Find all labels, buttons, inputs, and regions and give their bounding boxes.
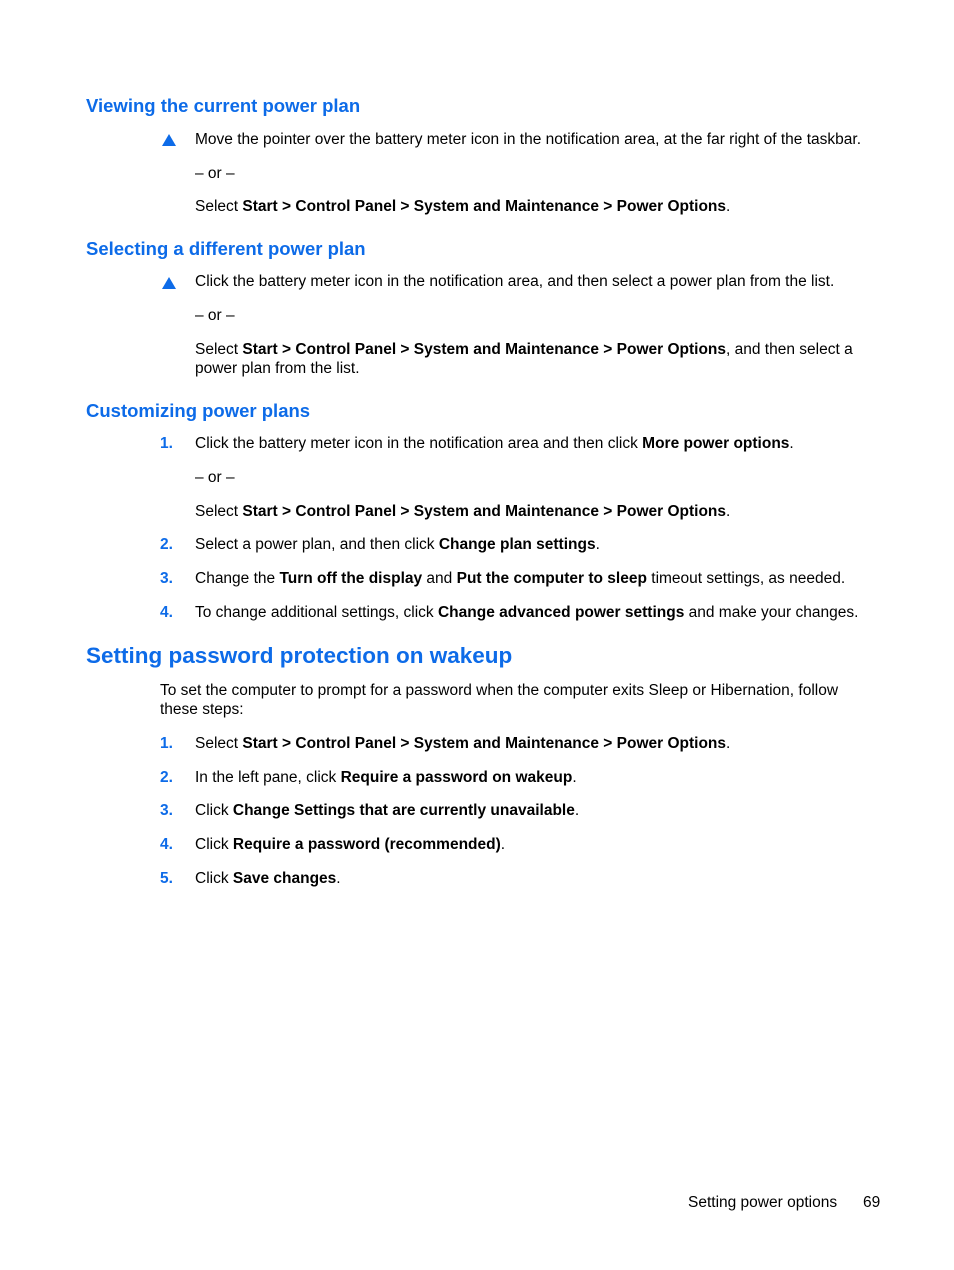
step-text: To change additional settings, click xyxy=(195,604,438,621)
step-text: . xyxy=(726,735,731,752)
select-prefix: Select xyxy=(195,503,243,520)
step-text: timeout settings, as needed. xyxy=(646,570,846,587)
step-text: . xyxy=(595,536,600,553)
step-text: Change the xyxy=(195,570,280,587)
step-text: Click xyxy=(195,870,233,887)
menu-path: Start > Control Panel > System and Maintenance > Power Options xyxy=(242,341,727,358)
step-bold: Save changes xyxy=(232,870,337,887)
step-number: 2. xyxy=(160,536,173,553)
menu-path: Start > Control Panel > System and Maintenance > Power Options xyxy=(242,503,727,520)
customizing-step-2 xyxy=(195,535,600,554)
step-number: 4. xyxy=(160,836,173,853)
step-text: Select xyxy=(195,735,243,752)
step-number: 3. xyxy=(160,802,173,819)
step-text: In the left pane, click xyxy=(195,769,341,786)
password-step-3 xyxy=(195,801,579,820)
step-text: . xyxy=(572,769,577,786)
viewing-bullet-text: Move the pointer over the battery meter icon in the notification area, at the far right of the taskbar. xyxy=(195,131,862,148)
password-intro-line1: To set the computer to prompt for a password when the computer exits Sleep or Hibernation, follow xyxy=(160,682,839,699)
selecting-select-path xyxy=(195,340,853,359)
step-text: and xyxy=(422,570,457,587)
triangle-bullet-icon xyxy=(162,277,176,289)
heading-selecting-power-plan: Selecting a different power plan xyxy=(86,238,366,259)
step-text: Select a power plan, and then click xyxy=(195,536,439,553)
step-text: Click xyxy=(195,802,233,819)
step-bold: Require a password on wakeup xyxy=(340,769,573,786)
password-step-5 xyxy=(195,869,341,888)
or-separator: – or – xyxy=(195,307,235,324)
step-number: 4. xyxy=(160,604,173,621)
step-text: . xyxy=(336,870,341,887)
step-text: . xyxy=(574,802,580,819)
step-bold: More power options xyxy=(642,435,790,452)
step-bold: Put the computer to sleep xyxy=(456,570,647,587)
customizing-select-path xyxy=(195,502,730,521)
page-number: 69 xyxy=(863,1194,881,1211)
select-prefix: Select xyxy=(195,341,243,358)
step-bold: Change Settings that are currently unavailable xyxy=(232,802,575,819)
selecting-select-line2: power plan from the list. xyxy=(195,360,360,377)
heading-customizing-power-plans: Customizing power plans xyxy=(86,400,311,421)
step-number: 1. xyxy=(160,435,173,452)
step-text: Click xyxy=(195,836,233,853)
footer-section-title: Setting power options xyxy=(688,1194,838,1211)
step-bold: Change advanced power settings xyxy=(437,604,685,621)
select-suffix: , and then select a xyxy=(726,341,853,358)
password-step-4 xyxy=(195,835,505,854)
heading-password-protection: Setting password protection on wakeup xyxy=(86,643,513,668)
or-separator: – or – xyxy=(195,165,235,182)
step-text: and make your changes. xyxy=(684,604,859,621)
customizing-step-3 xyxy=(195,569,845,588)
step-text: Click the battery meter icon in the notification area and then click xyxy=(195,435,643,452)
menu-path: Start > Control Panel > System and Maintenance > Power Options xyxy=(242,198,727,215)
select-suffix: . xyxy=(726,198,731,215)
step-bold: Require a password (recommended) xyxy=(232,836,501,853)
step-text: . xyxy=(500,836,506,853)
password-intro-line2: these steps: xyxy=(160,701,244,718)
select-prefix: Select xyxy=(195,198,243,215)
step-number: 1. xyxy=(160,735,173,752)
step-bold: Change plan settings xyxy=(438,536,596,553)
customizing-step-4 xyxy=(195,603,858,622)
select-suffix: . xyxy=(726,503,731,520)
step-bold: Start > Control Panel > System and Maintenance > Power Options xyxy=(242,735,727,752)
step-number: 2. xyxy=(160,769,173,786)
password-step-1 xyxy=(195,734,730,753)
step-text: . xyxy=(789,435,794,452)
step-number: 5. xyxy=(160,870,173,887)
triangle-bullet-icon xyxy=(162,134,176,146)
password-step-2 xyxy=(195,768,577,787)
or-separator: – or – xyxy=(195,469,235,486)
step-bold: Turn off the display xyxy=(279,570,423,587)
step-number: 3. xyxy=(160,570,173,587)
customizing-step-1 xyxy=(195,434,794,453)
viewing-select-path xyxy=(195,197,730,216)
selecting-bullet-text: Click the battery meter icon in the notification area, and then select a power plan from the list. xyxy=(195,273,835,290)
heading-viewing-power-plan: Viewing the current power plan xyxy=(86,95,361,116)
